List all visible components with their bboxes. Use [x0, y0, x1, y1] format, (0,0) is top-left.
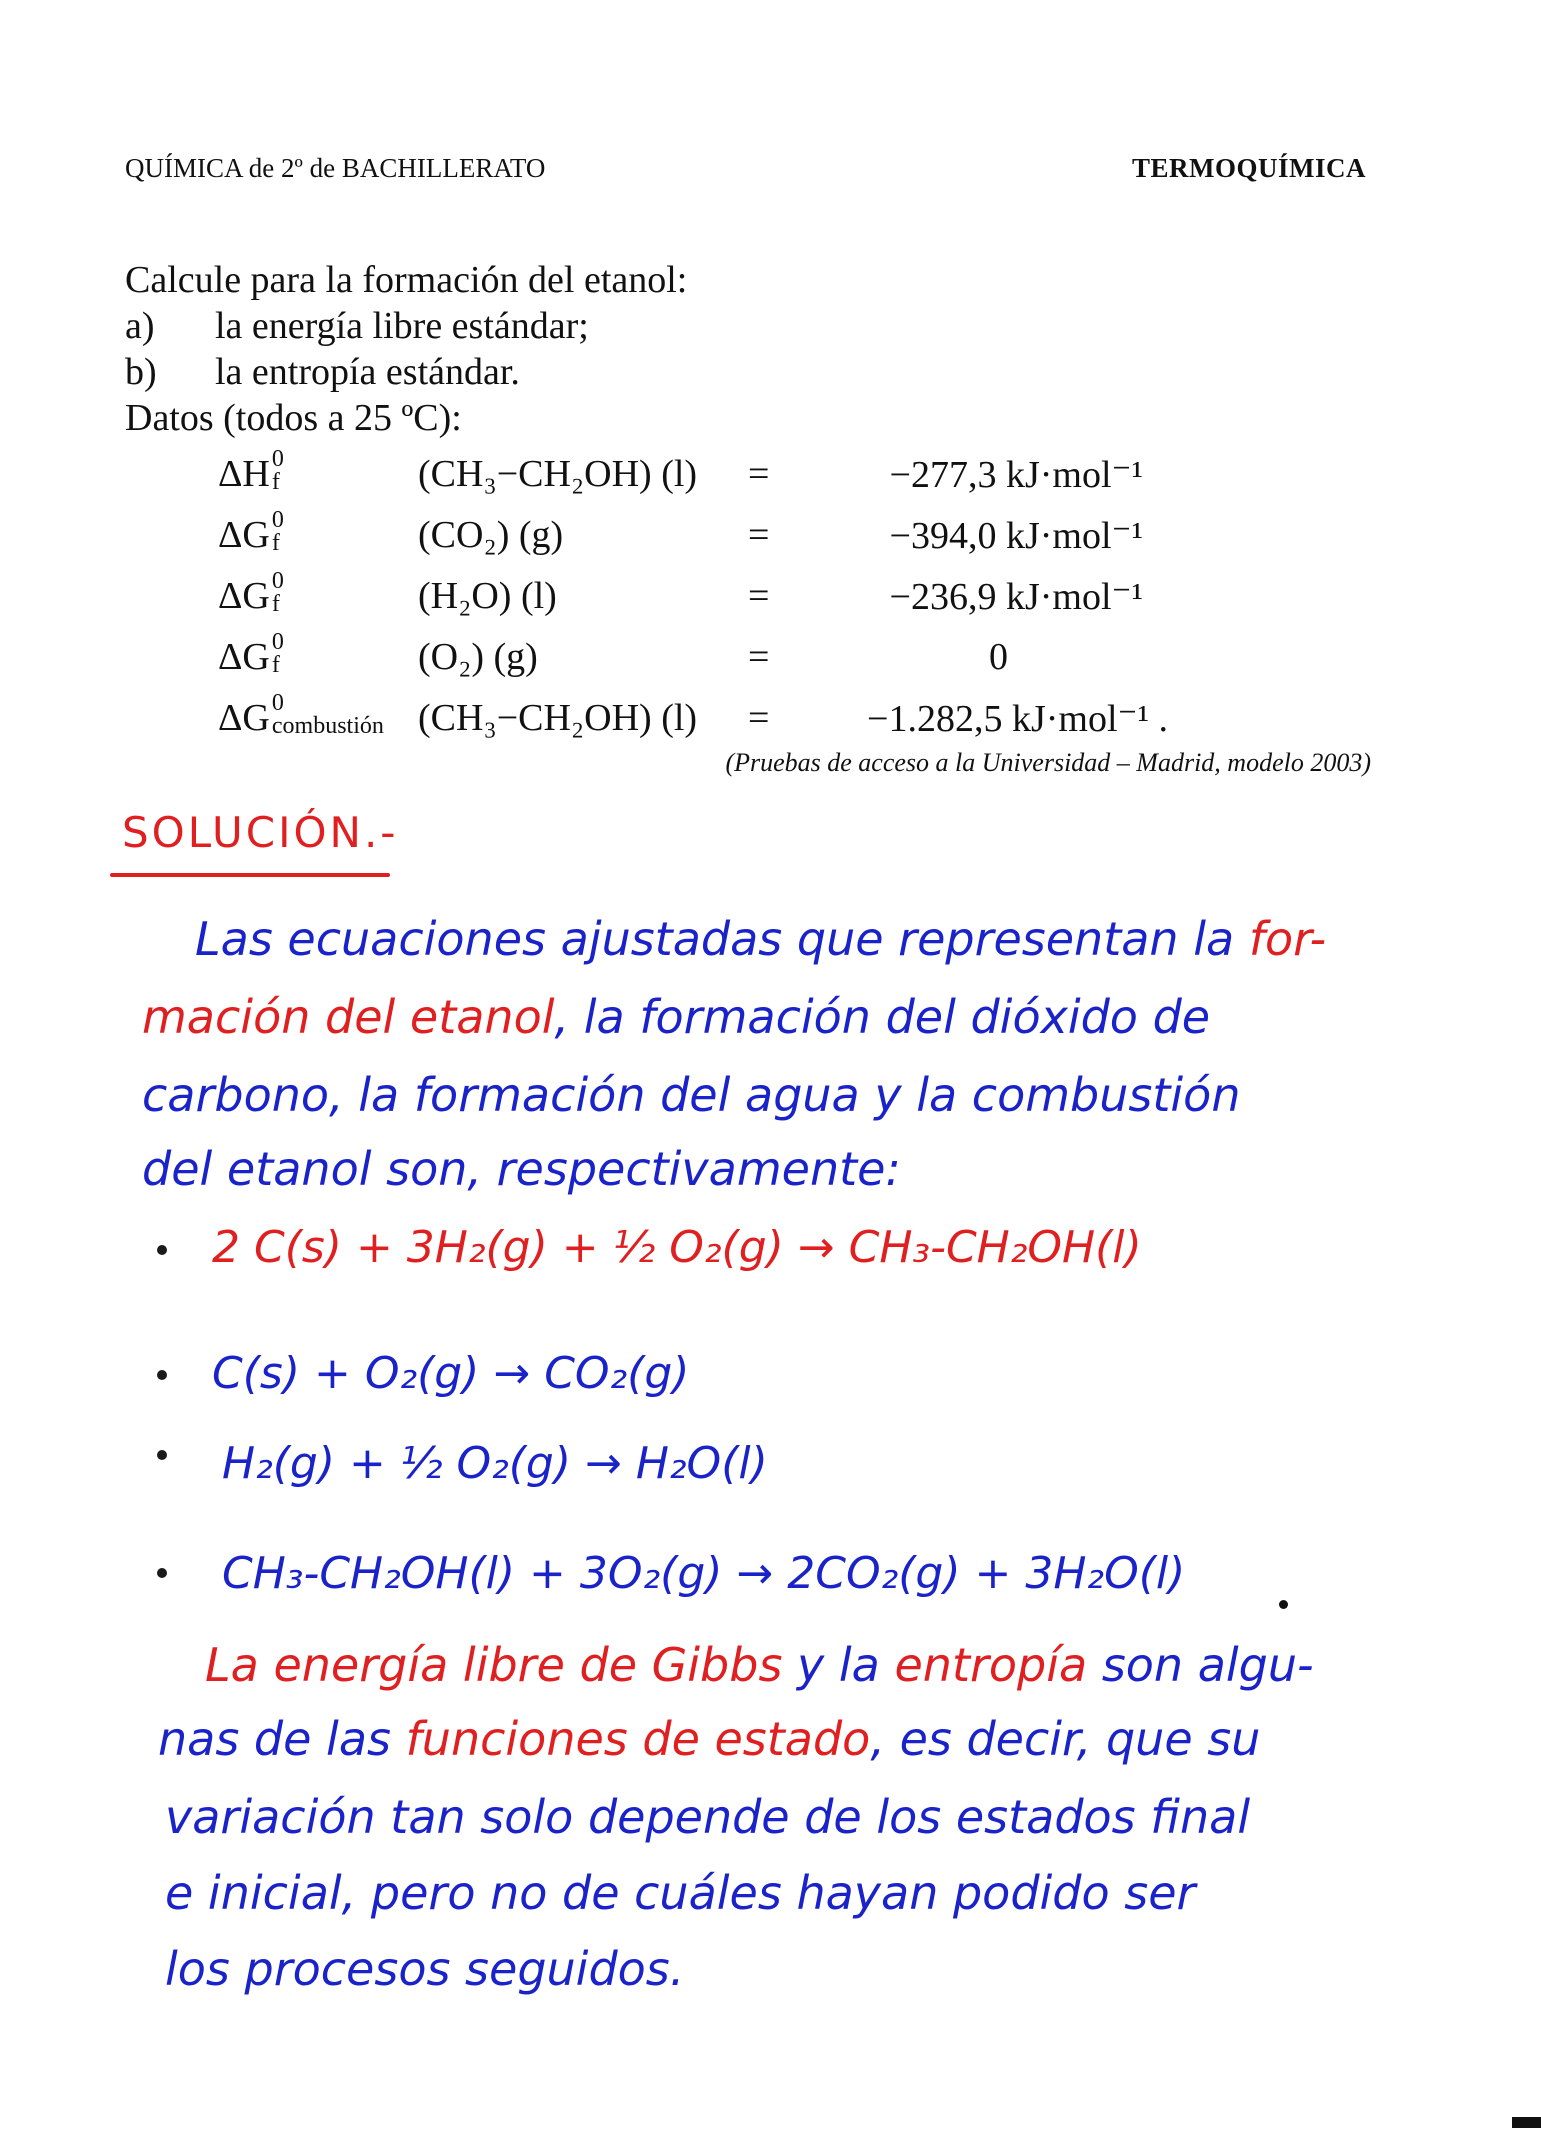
data-row [218, 690, 1198, 756]
header-left: QUÍMICA de 2º de BACHILLERATO [125, 153, 546, 183]
thermo-symbol: ΔH 0 f [218, 446, 284, 496]
para1-line4: del etanol son, respectivamente: [142, 1142, 901, 1196]
item-letter: b) [125, 351, 157, 393]
equals-sign: = [748, 514, 770, 556]
data-row [218, 568, 1198, 634]
equals-sign: = [748, 697, 770, 739]
value: −236,9 kJ·mol⁻¹ [889, 576, 1143, 618]
para2-line4: e inicial, pero no de cuáles hayan podido ser [165, 1866, 1196, 1920]
source-citation: (Pruebas de acceso a la Universidad – Madrid, modelo 2003) [725, 748, 1371, 777]
substance: (CH₃−CH₂OH) (l) [418, 453, 698, 495]
thermo-symbol: ΔG 0 combustión [218, 690, 384, 740]
bullet [157, 1370, 167, 1380]
para2-line3: variación tan solo depende de los estados final [165, 1790, 1251, 1844]
problem-intro: Calcule para la formación del etanol: [125, 259, 688, 301]
equals-sign: = [748, 453, 770, 495]
bullet [157, 1568, 167, 1578]
substance: (CO₂) (g) [418, 514, 564, 556]
para2-line2: nas de las funciones de estado, es decir, que su [158, 1712, 1261, 1766]
problem-item-a [125, 304, 589, 348]
problem-item-b [125, 350, 520, 394]
value: −277,3 kJ·mol⁻¹ [889, 454, 1143, 496]
title-underline [110, 873, 390, 877]
para2-line5: los procesos seguidos. [165, 1942, 685, 1996]
thermo-symbol: ΔG 0 f [218, 629, 284, 679]
item-letter: a) [125, 305, 155, 347]
para1-line3: carbono, la formación del agua y la combustión [142, 1068, 1241, 1122]
data-row [218, 629, 1198, 695]
substance: (O₂) (g) [418, 636, 538, 678]
equation-combustion-ethanol: CH₃-CH₂OH(l) + 3O₂(g) → 2CO₂(g) + 3H₂O(l) [222, 1548, 1186, 1599]
equation-formation-co2: C(s) + O₂(g) → CO₂(g) [212, 1348, 690, 1399]
thermo-symbol: ΔG 0 f [218, 507, 284, 557]
solution-title: SOLUCIÓN.- [122, 808, 399, 857]
equals-sign: = [748, 575, 770, 617]
substance: (CH₃−CH₂OH) (l) [418, 697, 698, 739]
value: 0 [989, 636, 1008, 678]
para2-line1: La energía libre de Gibbs y la entropía son algu- [205, 1638, 1314, 1692]
item-text: la energía libre estándar; [215, 305, 589, 347]
bullet [157, 1245, 167, 1255]
data-row [218, 507, 1198, 573]
item-text: la entropía estándar. [215, 351, 520, 393]
scan-edge-mark [1512, 2117, 1541, 2128]
period-mark [1279, 1600, 1288, 1609]
data-row [218, 446, 1198, 512]
data-heading: Datos (todos a 25 ºC): [125, 397, 462, 439]
equals-sign: = [748, 636, 770, 678]
para1-line1: Las ecuaciones ajustadas que representan la for- [195, 912, 1327, 966]
value: −394,0 kJ·mol⁻¹ [889, 515, 1143, 557]
bullet [157, 1450, 167, 1460]
substance: (H₂O) (l) [418, 575, 557, 617]
thermo-symbol: ΔG 0 f [218, 568, 284, 618]
header-right: TERMOQUÍMICA [1132, 153, 1366, 183]
para1-line2: mación del etanol, la formación del dióxido de [142, 990, 1211, 1044]
value: −1.282,5 kJ·mol⁻¹ . [867, 698, 1168, 740]
equation-formation-ethanol: 2 C(s) + 3H₂(g) + ½ O₂(g) → CH₃-CH₂OH(l) [212, 1222, 1142, 1273]
equation-formation-water: H₂(g) + ½ O₂(g) → H₂O(l) [222, 1438, 768, 1489]
